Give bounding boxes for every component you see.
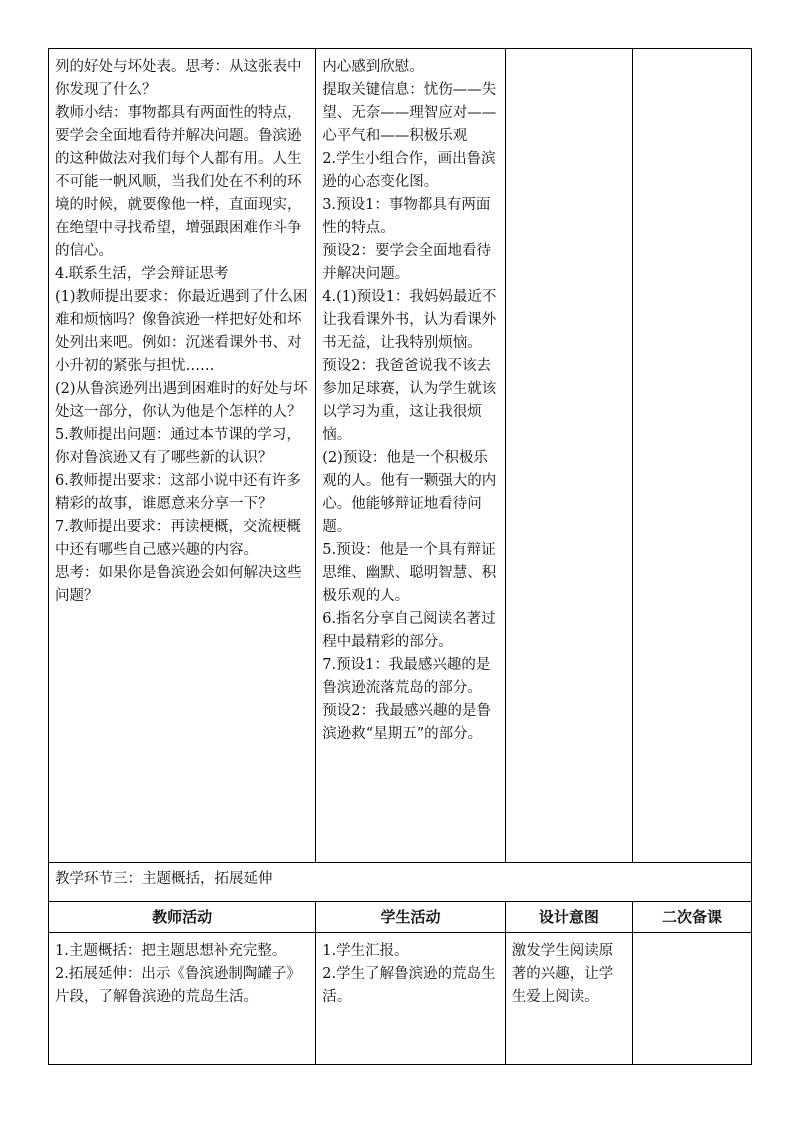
student-line: 7.预设1：我最感兴趣的是鲁滨逊流落荒岛的部分。 <box>322 657 491 696</box>
teacher-line: 2.拓展延伸：出示《鲁滨逊制陶罐子》片段，了解鲁滨逊的荒岛生活。 <box>55 966 301 1005</box>
lesson-plan-table <box>48 48 752 1065</box>
activity-row <box>49 49 752 863</box>
student-activity-cell <box>316 49 505 863</box>
student-line: 提取关键信息：忧伤——失望、无奈——理智应对——心平气和——积极乐观 <box>322 82 497 144</box>
teacher-activity-cell <box>49 933 316 1065</box>
teacher-line: 教师小结：事物都具有两面性的特点，要学会全面地看待并解决问题。鲁滨逊的这种做法对我们每个人都有用。人生不可能一帆风顺，当我们处在不利的环境的时候，就要像他一样，直面现实，在绝望中寻找希望，增强跟困难作斗争的信心。 <box>55 105 302 259</box>
student-line: 1.学生汇报。 <box>322 943 409 959</box>
student-line: 预设2：要学会全面地看待并解决问题。 <box>322 243 492 282</box>
teacher-line: 5.教师提出问题：通过本节课的学习，你对鲁滨逊又有了哪些新的认识？ <box>55 427 301 466</box>
section-title: 教学环节三：主题概括，拓展延伸 <box>49 863 752 902</box>
teacher-line: (1)教师提出要求：你最近遇到了什么困难和烦恼吗？像鲁滨逊一样把好处和坏处列出来吧。例如：沉迷看课外书、对小升初的紧张与担忧…… <box>55 289 308 374</box>
teacher-line: (2)从鲁滨逊列出遇到困难时的好处与坏处这一部分，你认为他是个怎样的人？ <box>55 381 308 420</box>
teacher-line: 4.联系生活，学会辩证思考 <box>55 266 229 282</box>
teacher-line: 列的好处与坏处表。思考：从这张表中你发现了什么？ <box>55 59 302 98</box>
design-intent-cell <box>505 49 632 863</box>
student-line: 内心感到欣慰。 <box>322 59 424 75</box>
second-prep-cell <box>633 933 752 1065</box>
design-intent-cell <box>505 933 632 1065</box>
header-teacher-activity: 教师活动 <box>49 902 316 933</box>
student-line: 4.(1)预设1：我妈妈最近不让我看课外书，认为看课外书无益，让我特别烦恼。 <box>322 289 497 351</box>
teacher-line: 7.教师提出要求：再读梗概，交流梗概中还有哪些自己感兴趣的内容。 <box>55 519 301 558</box>
student-line: 6.指名分享自己阅读名著过程中最精彩的部分。 <box>322 611 496 650</box>
header-row <box>49 902 752 933</box>
student-line: 2.学生小组合作，画出鲁滨逊的心态变化图。 <box>322 151 496 190</box>
activity-row <box>49 933 752 1065</box>
student-line: (2)预设：他是一个积极乐观的人。他有一颗强大的内心。他能够辩证地看待问题。 <box>322 450 497 535</box>
teacher-line: 思考：如果你是鲁滨逊会如何解决这些问题？ <box>55 565 302 604</box>
student-activity-cell <box>316 933 505 1065</box>
header-second-prep: 二次备课 <box>633 902 752 933</box>
teacher-line: 1.主题概括：把主题思想补充完整。 <box>55 943 287 959</box>
section-title-row <box>49 863 752 902</box>
student-line: 预设2：我爸爸说我不该去参加足球赛，认为学生就该以学习为重，这让我很烦恼。 <box>322 358 497 443</box>
header-design-intent: 设计意图 <box>505 902 632 933</box>
header-student-activity: 学生活动 <box>316 902 505 933</box>
design-line: 激发学生阅读原著的兴趣，让学生爱上阅读。 <box>511 943 614 1005</box>
teacher-line: 6.教师提出要求：这部小说中还有许多精彩的故事，谁愿意来分享一下？ <box>55 473 301 512</box>
teacher-activity-cell <box>49 49 316 863</box>
student-line: 2.学生了解鲁滨逊的荒岛生活。 <box>322 966 496 1005</box>
student-line: 3.预设1：事物都具有两面性的特点。 <box>322 197 491 236</box>
second-prep-cell <box>633 49 752 863</box>
student-line: 5.预设：他是一个具有辩证思维、幽默、聪明智慧、积极乐观的人。 <box>322 542 497 604</box>
student-line: 预设2：我最感兴趣的是鲁滨逊救“星期五”的部分。 <box>322 703 492 742</box>
